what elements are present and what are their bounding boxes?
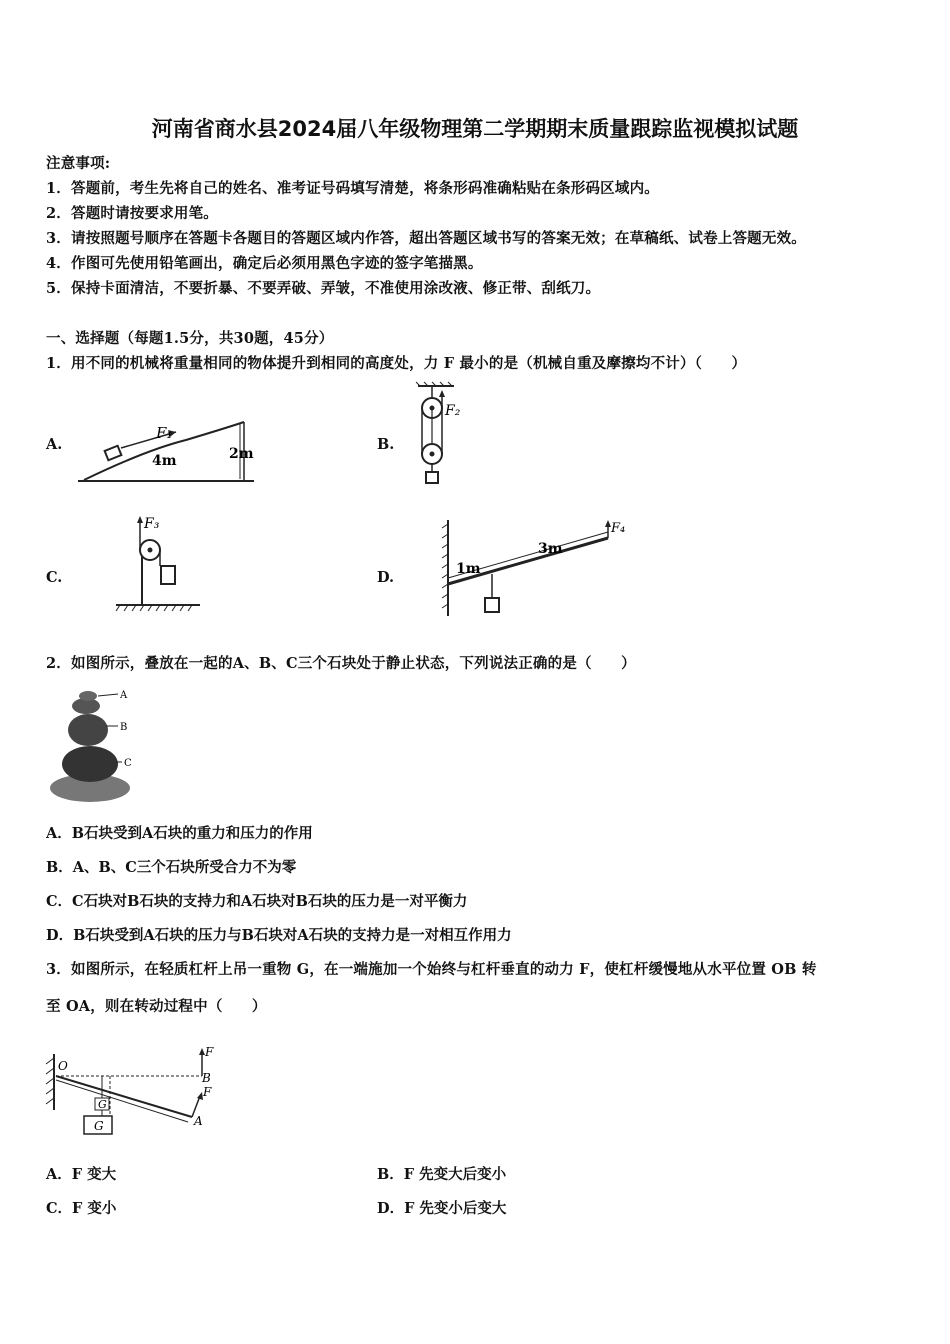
q3-point-b-label: B bbox=[202, 1071, 211, 1085]
notice-heading: 注意事项: bbox=[46, 155, 111, 172]
q1-figure-d-lever bbox=[440, 516, 640, 618]
notice-item-1: 1．答题前，考生先将自己的姓名、准考证号码填写清楚，将条形码准确粘贴在条形码区域内。 bbox=[46, 180, 659, 197]
q1-b-force-label: F₂ bbox=[445, 403, 461, 419]
notice-item-5: 5．保持卡面清洁，不要折暴、不要弄破、弄皱，不准使用涂改液、修正带、刮纸刀。 bbox=[46, 280, 601, 297]
q2-stone-label-c: C bbox=[124, 758, 132, 769]
q3-option-d: D．F 先变小后变大 bbox=[377, 1200, 507, 1217]
q3-figure-lever bbox=[40, 1040, 230, 1140]
q2-option-a: A．B石块受到A石块的重力和压力的作用 bbox=[46, 825, 313, 842]
q3-stem-line1: 3．如图所示，在轻质杠杆上吊一重物 G，在一端施加一个始终与杠杆垂直的动力 F，使杠杆缓慢地从水平位置 OB 转 bbox=[46, 961, 817, 978]
notice-item-4: 4．作图可先使用铅笔画出，确定后必须用黑色字迹的签字笔描黑。 bbox=[46, 255, 483, 272]
q3-stem-line2: 至 OA，则在转动过程中（ ） bbox=[46, 998, 267, 1015]
q2-option-b: B．A、B、C三个石块所受合力不为零 bbox=[46, 859, 297, 876]
q3-option-b: B．F 先变大后变小 bbox=[377, 1166, 507, 1183]
q3-weight-label-upper: G bbox=[98, 1098, 107, 1111]
page-title: 河南省商水县2024届八年级物理第二学期期末质量跟踪监视模拟试题 bbox=[151, 117, 799, 141]
q2-figure-stones bbox=[48, 686, 138, 804]
q1-c-force-label: F₃ bbox=[144, 516, 160, 532]
q3-option-c: C．F 变小 bbox=[46, 1200, 117, 1217]
q1-a-force-label: F₁ bbox=[156, 424, 173, 442]
q1-d-force-label: F₄ bbox=[611, 521, 626, 536]
q1-label-c: C. bbox=[46, 569, 63, 586]
q2-option-c: C．C石块对B石块的支持力和A石块对B石块的压力是一对平衡力 bbox=[46, 893, 468, 910]
q2-option-d: D．B石块受到A石块的压力与B石块对A石块的支持力是一对相互作用力 bbox=[46, 927, 512, 944]
q3-force-label-a: F bbox=[203, 1085, 212, 1099]
q3-option-a: A．F 变大 bbox=[46, 1166, 117, 1183]
q2-stem: 2．如图所示，叠放在一起的A、B、C三个石块处于静止状态，下列说法正确的是（ ） bbox=[46, 655, 636, 672]
q1-label-a: A. bbox=[46, 436, 63, 453]
q1-a-length-label: 4m bbox=[152, 453, 177, 469]
q2-stone-label-b: B bbox=[120, 722, 128, 733]
q3-pivot-label: O bbox=[58, 1059, 68, 1073]
q1-figure-b-pulley-block bbox=[412, 382, 472, 487]
q1-stem: 1．用不同的机械将重量相同的物体提升到相同的高度处，力 F 最小的是（机械自重及摩擦均不计）（ ） bbox=[46, 355, 747, 372]
q1-figure-a-incline bbox=[76, 410, 266, 490]
q1-d-short-arm-label: 1m bbox=[456, 561, 481, 577]
q3-weight-label: G bbox=[94, 1119, 104, 1133]
section-heading: 一、选择题（每题1.5分，共30题，45分） bbox=[46, 330, 334, 347]
q3-point-a-label: A bbox=[194, 1114, 203, 1128]
q3-force-label-b: F bbox=[205, 1045, 214, 1059]
notice-item-2: 2．答题时请按要求用笔。 bbox=[46, 205, 218, 222]
q1-label-b: B. bbox=[377, 436, 395, 453]
q1-d-long-arm-label: 3m bbox=[538, 541, 563, 557]
notice-item-3: 3．请按照题号顺序在答题卡各题目的答题区域内作答，超出答题区域书写的答案无效；在草稿纸、试卷上答题无效。 bbox=[46, 230, 806, 247]
q1-label-d: D. bbox=[377, 569, 395, 586]
q1-a-height-label: 2m bbox=[229, 446, 254, 462]
q2-stone-label-a: A bbox=[120, 690, 128, 701]
q1-figure-c-fixed-pulley bbox=[112, 514, 212, 614]
